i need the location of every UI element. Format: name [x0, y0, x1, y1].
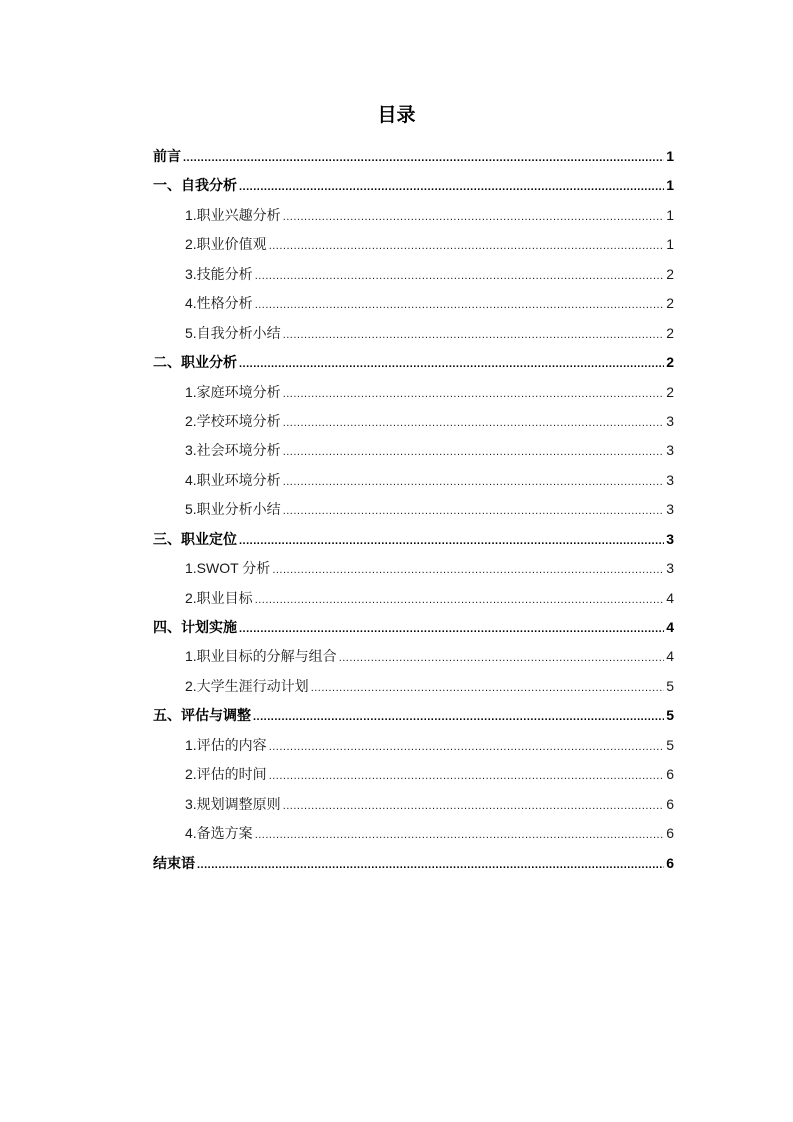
toc-entry-text: 2.大学生涯行动计划 [185, 677, 309, 694]
toc-entry-text: 1.职业目标的分解与组合 [185, 648, 337, 665]
toc-page-number: 3 [666, 442, 674, 459]
toc-entry[interactable] [153, 554, 674, 583]
toc-entry[interactable] [153, 525, 674, 554]
toc-entry-text: 3.社会环境分析 [185, 442, 281, 459]
toc-entry-text: 二、职业分析 [153, 354, 237, 371]
dot-leader [283, 203, 664, 232]
toc-entry[interactable] [153, 436, 674, 465]
toc-page-number: 1 [666, 236, 674, 253]
toc-page-number: 4 [666, 648, 674, 665]
dot-leader [197, 851, 664, 880]
toc-entry-text: 3.规划调整原则 [185, 795, 281, 812]
toc-entry-text: 2.职业价值观 [185, 236, 267, 253]
toc-entry[interactable] [153, 348, 674, 377]
toc-entry[interactable] [153, 701, 674, 730]
dot-leader [239, 350, 664, 379]
toc-title: 目录 [377, 105, 416, 126]
toc-entry-text: 4.职业环境分析 [185, 471, 281, 488]
dot-leader [283, 497, 664, 526]
toc-entry[interactable] [153, 672, 674, 701]
dot-leader [255, 821, 664, 850]
dot-leader [283, 321, 664, 350]
dot-leader [283, 438, 664, 467]
toc-entry-text: 三、职业定位 [153, 530, 237, 547]
toc-page-number: 6 [666, 795, 674, 812]
toc-page-number: 3 [666, 501, 674, 518]
toc-entry-text: 1.家庭环境分析 [185, 383, 281, 400]
toc-entry-text: 四、计划实施 [153, 619, 237, 635]
toc-entry-text: 2.职业目标 [185, 589, 253, 606]
toc-page-number: 3 [666, 530, 674, 547]
toc-page-number: 1 [666, 148, 674, 164]
toc-entry-text: 前言 [153, 148, 181, 164]
toc-entry-text: 1.职业兴趣分析 [185, 206, 281, 223]
toc-entry-text: 4.性格分析 [185, 295, 253, 312]
toc-page-number: 2 [666, 265, 674, 282]
toc-page-number: 4 [666, 589, 674, 606]
toc-page-number: 3 [666, 471, 674, 488]
toc-list [153, 142, 674, 878]
toc-entry[interactable] [153, 760, 674, 789]
toc-page-number: 1 [666, 177, 674, 194]
toc-entry[interactable] [153, 790, 674, 819]
toc-entry-text: 2.评估的时间 [185, 766, 267, 783]
toc-entry-text: 3.技能分析 [185, 265, 253, 282]
toc-page-number: 4 [666, 619, 674, 635]
toc-entry[interactable] [153, 613, 674, 642]
toc-entry-text: 2.学校环境分析 [185, 412, 281, 429]
dot-leader [283, 468, 664, 497]
toc-entry[interactable] [153, 584, 674, 613]
toc-entry-text: 5.自我分析小结 [185, 324, 281, 341]
toc-entry-text: 4.备选方案 [185, 825, 253, 842]
toc-entry[interactable] [153, 289, 674, 318]
toc-page-number: 2 [666, 383, 674, 400]
toc-entry-text: 五、评估与调整 [153, 707, 251, 724]
toc-entry[interactable] [153, 378, 674, 407]
toc-page-number: 2 [666, 324, 674, 341]
toc-entry[interactable] [153, 201, 674, 230]
dot-leader [272, 556, 664, 585]
toc-entry-text: 一、自我分析 [153, 177, 237, 194]
toc-entry[interactable] [153, 260, 674, 289]
dot-leader [311, 674, 664, 703]
dot-leader [255, 586, 664, 615]
dot-leader [239, 615, 664, 644]
toc-entry-text: 5.职业分析小结 [185, 501, 281, 518]
toc-entry[interactable] [153, 642, 674, 671]
toc-page-number: 3 [666, 412, 674, 429]
toc-page-number: 2 [666, 295, 674, 312]
toc-entry[interactable] [153, 171, 674, 200]
toc-page-number: 1 [666, 206, 674, 223]
dot-leader [255, 291, 664, 320]
toc-entry[interactable] [153, 230, 674, 259]
toc-entry[interactable] [153, 849, 674, 878]
toc-page-number: 5 [666, 677, 674, 694]
toc-entry-text: 1.评估的内容 [185, 736, 267, 753]
toc-page-number: 6 [666, 825, 674, 842]
dot-leader [339, 644, 664, 673]
toc-page-number: 6 [666, 854, 674, 871]
toc-entry[interactable] [153, 142, 674, 171]
toc-entry[interactable] [153, 731, 674, 760]
toc-entry[interactable] [153, 466, 674, 495]
toc-page-number: 3 [666, 560, 674, 577]
dot-leader [269, 762, 664, 791]
toc-entry[interactable] [153, 495, 674, 524]
toc-entry-text: 1.SWOT 分析 [185, 560, 271, 577]
dot-leader [269, 232, 664, 261]
toc-page-number: 5 [666, 707, 674, 724]
toc-entry[interactable] [153, 407, 674, 436]
toc-entry-text: 结束语 [153, 854, 195, 871]
dot-leader [239, 527, 664, 556]
toc-entry[interactable] [153, 319, 674, 348]
dot-leader [283, 409, 664, 438]
toc-page-number: 6 [666, 766, 674, 783]
dot-leader [283, 792, 664, 821]
toc-page-number: 2 [666, 354, 674, 371]
toc-entry[interactable] [153, 819, 674, 848]
dot-leader [183, 144, 664, 173]
toc-page-number: 5 [666, 736, 674, 753]
dot-leader [269, 733, 664, 762]
dot-leader [255, 262, 664, 291]
dot-leader [283, 380, 664, 409]
dot-leader [253, 703, 664, 732]
dot-leader [239, 173, 664, 202]
